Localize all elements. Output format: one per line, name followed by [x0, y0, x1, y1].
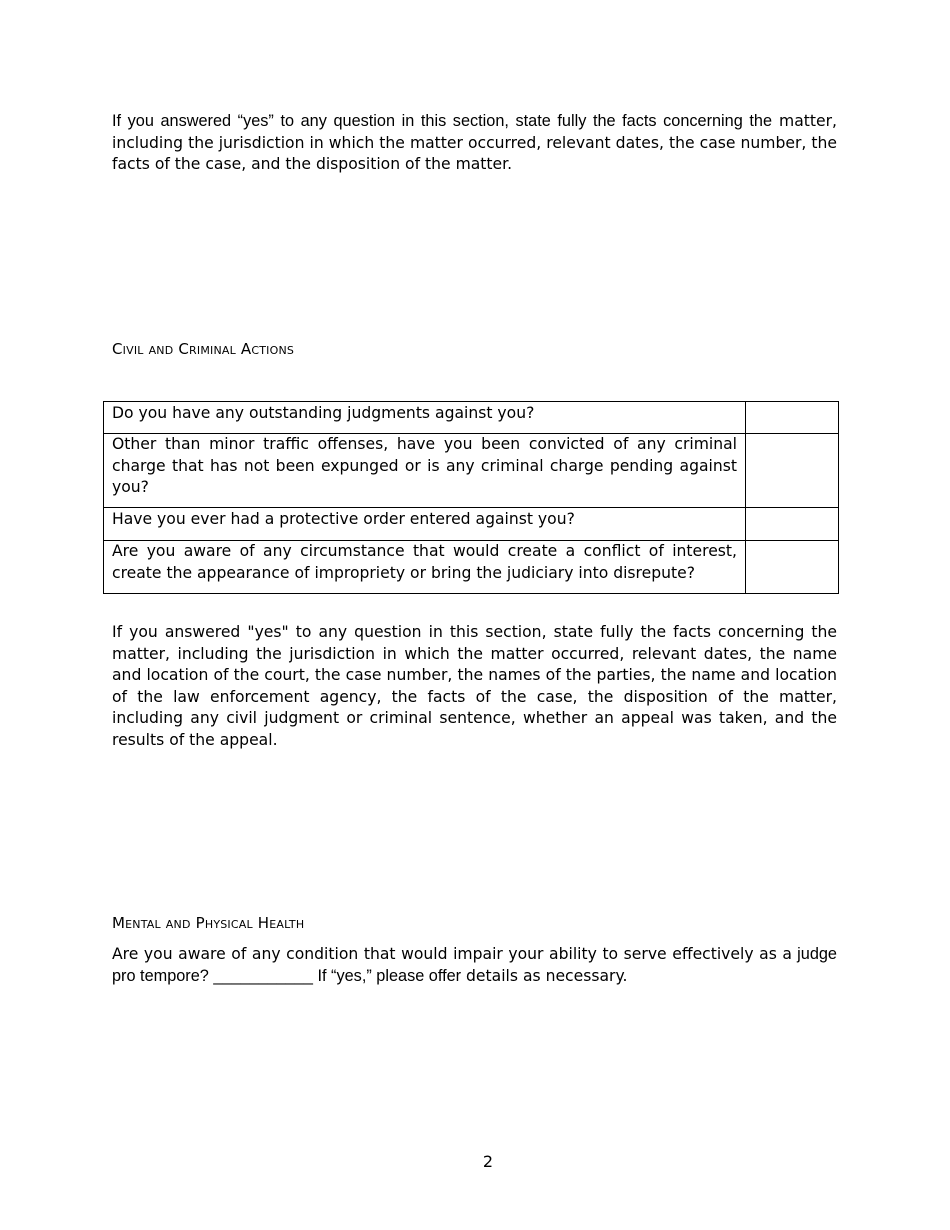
- section-heading-mental-physical: Mental and Physical Health: [112, 914, 305, 932]
- answer-cell[interactable]: [746, 541, 839, 594]
- question-text: Have you ever had a protective order entered against you?: [104, 508, 746, 541]
- question-text: Are you aware of any circumstance that would create a conflict of interest, create the appearance of impropriety or bring the judiciary into disrepute?: [104, 541, 746, 594]
- intro-lead-text: If you answered “yes” to any question in this section, state fully the facts concerning the: [112, 112, 773, 130]
- intro-rest-text: matter, including the jurisdiction in which the matter occurred, relevant dates, the case number, the facts of the case, and the disposition of the matter.: [112, 112, 837, 173]
- health-question-end: details as necessary.: [461, 966, 628, 985]
- table-row: [104, 402, 839, 434]
- health-question-paragraph: [112, 944, 837, 987]
- question-text: Do you have any outstanding judgments against you?: [104, 402, 746, 434]
- answer-cell[interactable]: [746, 508, 839, 541]
- questions-table: [103, 401, 839, 594]
- question-text: Other than minor traffic offenses, have you been convicted of any criminal charge that has not been expunged or is any criminal charge pending against you?: [104, 434, 746, 508]
- table-row: [104, 434, 839, 508]
- health-question-blank[interactable]: judge pro tempore? ___________ If “yes,” please offer: [112, 945, 837, 985]
- civil-followup-paragraph: If you answered "yes" to any question in this section, state fully the facts concerning the matter, including the jurisdiction in which the matter occurred, relevant dates, the name and location of the court, the case number, the names of the parties, the name and location of the law enforcement agency, the facts of the case, the disposition of the matter, including any civil judgment or criminal sentence, whether an appeal was taken, and the results of the appeal.: [112, 623, 837, 749]
- page-number: 2: [482, 1152, 494, 1171]
- intro-paragraph: [112, 111, 837, 176]
- health-question-start: Are you aware of any condition that would impair your ability to serve effectively as a: [112, 945, 792, 963]
- section-heading-civil-criminal: Civil and Criminal Actions: [112, 340, 295, 358]
- answer-cell[interactable]: [746, 402, 839, 434]
- table-row: [104, 508, 839, 541]
- answer-cell[interactable]: [746, 434, 839, 508]
- table-row: [104, 541, 839, 594]
